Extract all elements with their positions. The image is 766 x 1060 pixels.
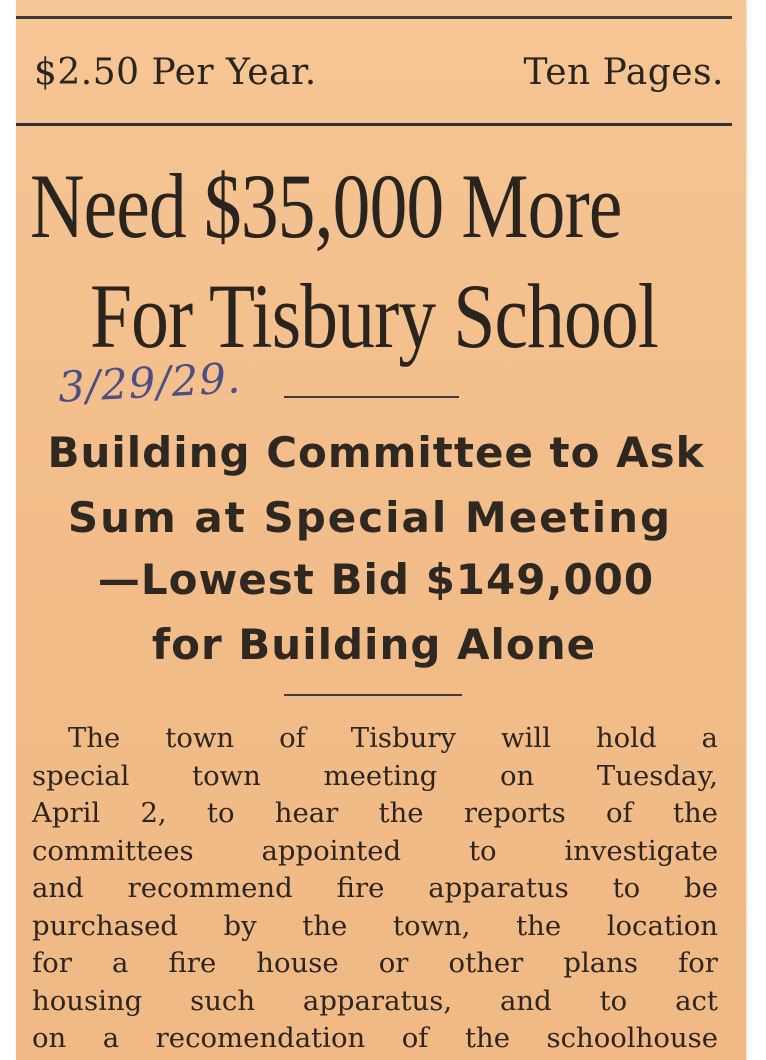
body-word: recomendation — [155, 1022, 366, 1054]
body-word: special — [32, 759, 130, 792]
masthead-rule — [16, 123, 732, 126]
body-word: of — [279, 722, 306, 754]
body-line — [32, 870, 718, 908]
body-line — [32, 758, 718, 796]
body-line — [32, 945, 718, 983]
newspaper-clipping — [16, 0, 746, 1060]
body-line — [32, 795, 718, 833]
body-word: hold — [595, 722, 657, 754]
body-word: the — [464, 1022, 510, 1054]
body-word: and — [499, 984, 552, 1017]
body-word: to — [612, 872, 641, 904]
body-word: the — [516, 909, 562, 942]
body-word: fire — [168, 947, 217, 979]
body-word: of — [401, 1022, 429, 1054]
body-line — [32, 983, 718, 1021]
body-line — [32, 1020, 718, 1058]
body-word: location — [606, 909, 718, 942]
body-word: Tisbury — [350, 722, 457, 754]
body-word: apparatus — [428, 872, 569, 904]
body-word: recommend — [127, 872, 293, 904]
body-word: committees — [32, 834, 194, 867]
headline-divider — [284, 396, 459, 398]
top-rule — [16, 16, 732, 19]
subscription-price: $2.50 Per Year. — [34, 52, 317, 93]
body-word: appointed — [261, 834, 402, 867]
page-count: Ten Pages. — [523, 52, 724, 93]
handwritten-date: 3/29/29. — [56, 353, 243, 412]
body-word: the — [672, 797, 718, 829]
body-word: house — [256, 947, 339, 979]
body-word: April — [32, 797, 101, 829]
subheadline-line-3: —Lowest Bid $149,000 — [97, 555, 655, 604]
body-word: such — [190, 984, 256, 1017]
body-word: apparatus, — [302, 984, 453, 1017]
body-word: a — [102, 1022, 120, 1054]
body-word: reports — [463, 797, 566, 829]
subheadline-line-1: Building Committee to Ask — [47, 428, 705, 477]
body-word: the — [378, 797, 424, 829]
body-word: schoolhouse — [546, 1022, 718, 1054]
body-word: a — [111, 947, 129, 979]
body-word: other — [448, 947, 524, 979]
body-word: investigate — [564, 834, 718, 867]
body-word: by — [223, 909, 257, 942]
body-word: be — [684, 872, 718, 904]
headline-line-1: Need $35,000 More — [30, 155, 622, 257]
body-word: for — [678, 947, 718, 979]
article-body — [32, 720, 718, 1058]
body-line — [32, 720, 718, 758]
body-word: on — [32, 1022, 67, 1054]
body-word: fire — [336, 872, 385, 904]
body-word: on — [499, 759, 535, 792]
body-word: for — [32, 947, 72, 979]
body-word: meeting — [323, 759, 438, 792]
body-word: plans — [563, 947, 638, 979]
body-word: The — [68, 722, 121, 754]
body-word: Tuesday, — [596, 759, 718, 792]
body-line — [32, 908, 718, 946]
body-word: of — [605, 797, 633, 829]
body-word: town — [165, 722, 235, 754]
body-word: hear — [274, 797, 339, 829]
headline-line-2: For Tisbury School — [90, 265, 658, 367]
body-word: purchased — [32, 909, 178, 942]
body-word: to — [206, 797, 235, 829]
article-divider — [284, 694, 462, 696]
body-word: town — [192, 759, 261, 792]
masthead-row — [34, 52, 724, 93]
body-word: housing — [32, 984, 143, 1017]
body-word: and — [32, 872, 84, 904]
subheadline-line-4: for Building Alone — [151, 620, 597, 669]
body-word: act — [675, 984, 718, 1017]
body-word: town, — [392, 909, 471, 942]
body-word: a — [701, 722, 718, 754]
body-word: the — [302, 909, 348, 942]
subheadline-line-2: Sum at Special Meeting — [67, 493, 673, 542]
body-word: or — [378, 947, 409, 979]
body-line — [32, 833, 718, 871]
body-word: 2, — [140, 797, 167, 829]
body-word: to — [599, 984, 628, 1017]
body-word: to — [468, 834, 497, 867]
body-word: will — [501, 722, 551, 754]
